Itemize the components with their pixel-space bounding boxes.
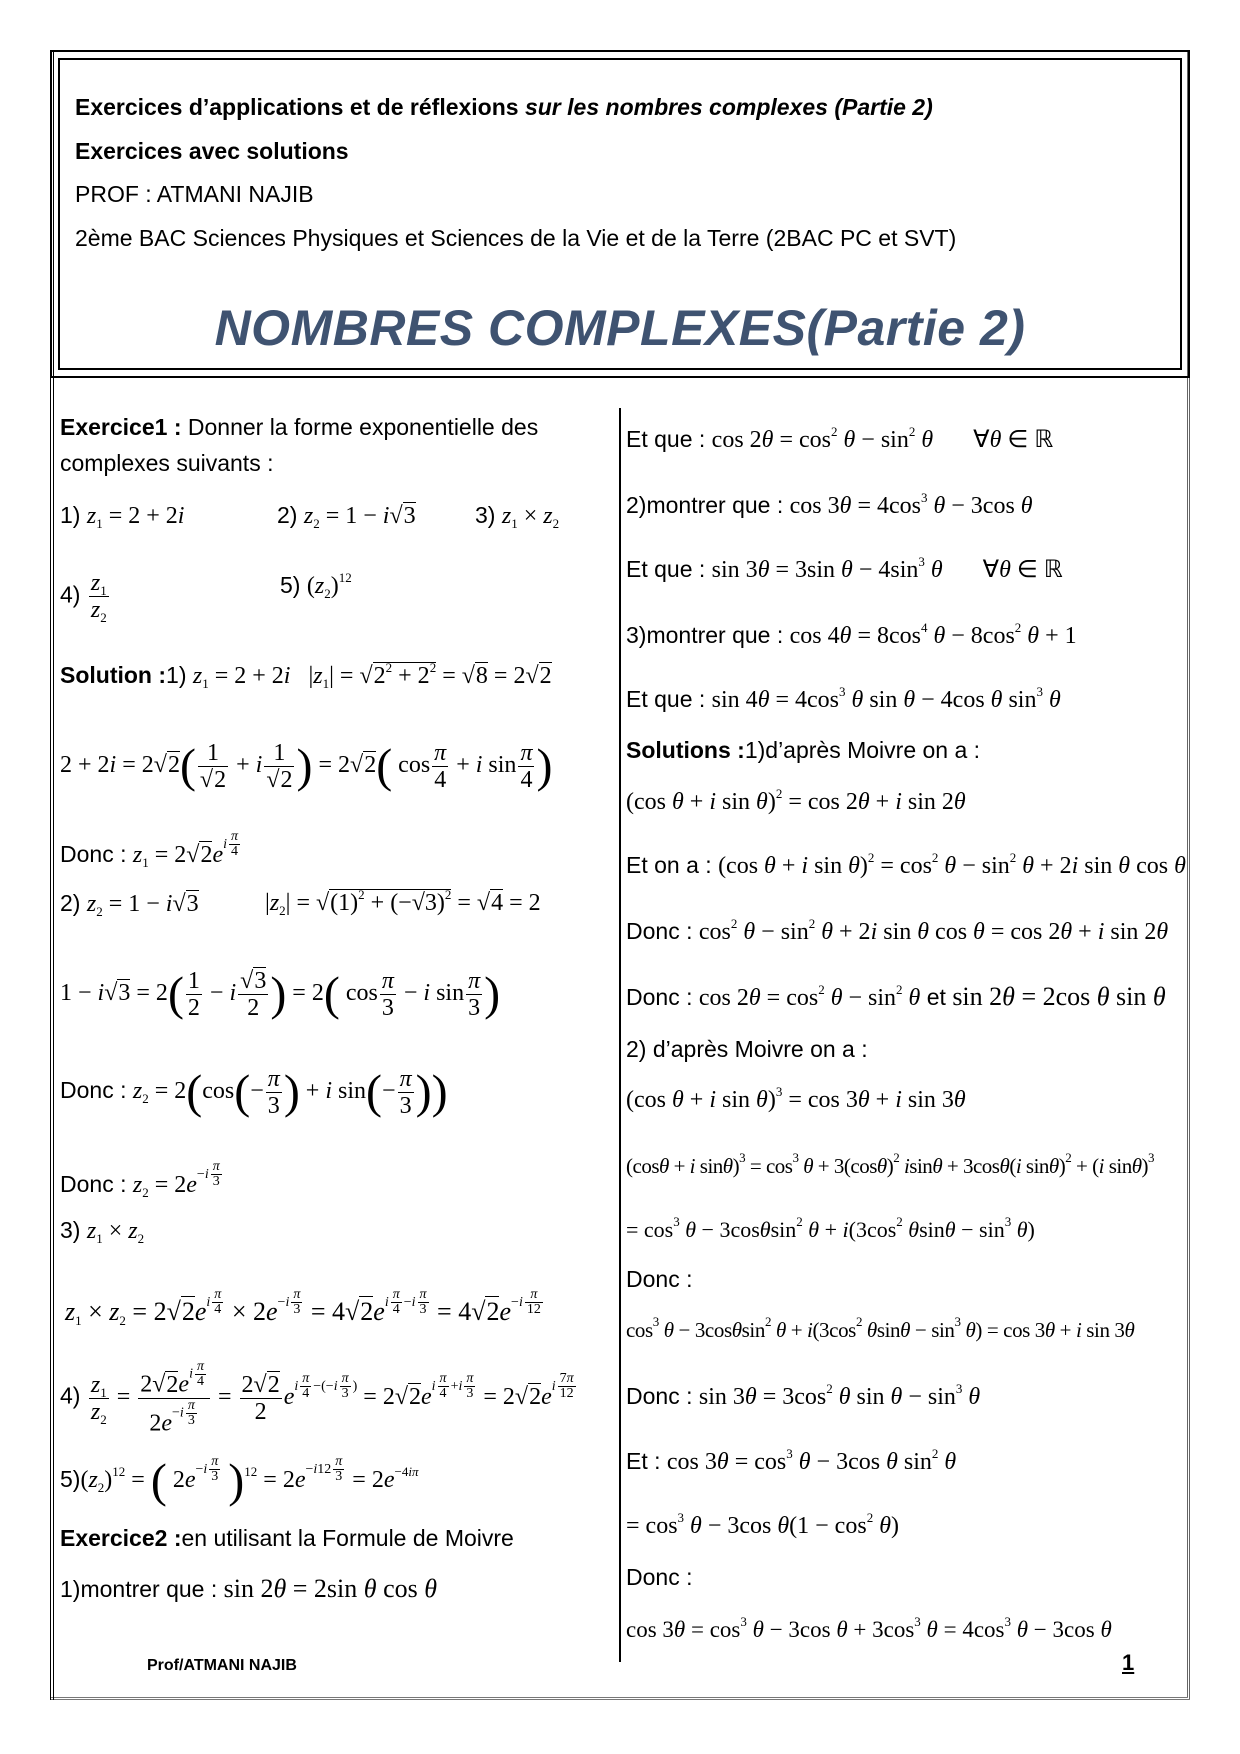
item3-number: 3) [475,502,496,528]
right-row-cos2: Et que : $\cos 2\theta = \cos^2 \theta - \sin^2 \theta$ ∀θ ∈ ℝ [626,424,1054,453]
header-subject-italic: sur les nombres complexes (Partie 2) [524,94,933,120]
donc-label: Donc : [626,1383,699,1409]
item1-number: 1) [60,502,81,528]
exercise1-label: Exercice1 : [60,414,188,440]
donc-label: Donc : [60,841,133,867]
exercise1-items-row2 [60,570,352,625]
header-exercises-label: Exercices avec solutions [75,138,349,164]
exercise2-label: Exercice2 : [60,1525,182,1551]
solution1-result: Donc : $z_1 = 2√2ei$ $\frac{\pi}{4}$ [60,829,238,870]
item2-number: 2) [277,502,298,528]
header-subject-bold: Exercices d’applications et de réflexions [75,94,525,120]
et-que-label: Et que : [626,426,712,452]
q3-label: 3)montrer que : [626,622,790,648]
solution2-result: Donc : $z_2 = 2e-i$ $\frac{\pi}{3}$ [60,1159,220,1200]
exercise1-prompt-cont: complexes suivants : [60,450,274,476]
footer-author: Prof/ATMANI NAJIB [147,1657,297,1674]
right-row-q2: 2)montrer que : $\cos 3\theta = 4\cos^3$ θ − 3cos θ [626,490,1033,519]
conclusion-cos3: Et : $\cos 3\theta = \cos^3 \theta - 3\cos$ θ $\sin^2 \theta$ [626,1446,957,1475]
solution2-angle-form: Donc : $z_2 = 2(\cos(-$ $\frac{\pi}{3}$ ) + i sin(− $\frac{\pi}{3}$ )) [60,1065,448,1119]
right-row-q3: 3)montrer que : $\cos 4\theta = 8\cos^4$ $\theta - 8\cos^2$ θ + 1 [626,620,1077,649]
donc-label: Donc : [60,1077,133,1104]
expanded-cube-simplified: = $\cos^3 \theta - 3\cos\theta\sin^2$ $\theta + i(3\cos^2$ $\theta\sin\theta - \sin^3 \theta$) [626,1214,1035,1242]
item5-number: 5) [280,572,301,598]
moivre-square: (cos θ + i sin θ)$^2$ = cos 2θ + i sin 2θ [626,786,966,815]
page-number: 1 [1122,1650,1135,1675]
et-on-a-label: Et on a : [626,852,719,878]
donc-label: Donc : [626,984,699,1010]
solutions-heading [626,735,980,765]
donc-label-final: Donc : [626,1564,693,1590]
cos3-substitution: = $\cos^3 \theta - 3\cos$ $\theta(1 - \cos^2 \theta)$ [626,1510,899,1539]
solution1-trig-form: 2 + 2i = 2√2( $\frac{1}{√2}$ + i $\frac{1}{√2}$ ) = 2√2( cos $\frac{\pi}{4}$ + i sin $\frac{\pi}{4}$ ) [60,739,553,793]
right-row-sin4: Et que : $\sin 4\theta = 4\cos^3$ θ sin θ − 4cos θ $\sin^3 \theta$ [626,684,1061,713]
solution4-line: 4) $\frac{z_1}{z_2}$ = 2√2ei $\frac{\pi}{4}$ 2e−i $\frac{\pi}{3}$ = $\frac{2√2}{2}$ ei $\frac{\pi}{4}$ −(−i $\frac{\pi}{3}$ ) = 2√2ei $\frac{\pi}{4}$ +i $\frac{\pi}{3}$ = 2√2ei $\frac{7\pi}{12}$ [60,1359,574,1437]
exercise1-items-row1 [60,500,560,531]
item5-math: $(z_2)^{12}$ [306,570,352,601]
item3 [475,500,559,531]
solution3-line: $z_1 \times z_2 = 2√2ei$ $\frac{\pi}{4}$ × 2e−i $\frac{\pi}{3}$ = 4√2ei $\frac{\pi}{4}$ −i $\frac{\pi}{3}$ = 4√2e−i $\frac{\pi}{12}$ [65,1287,541,1328]
item1-math: $z_1 = 2 + 2i$ [86,503,185,531]
expanded-cube: (cosθ + i $\sin\theta)^3 = \cos^3 \theta + 3(\cos\theta)^2$ isinθ + 3cosθ(i sinθ)$^2$ + (i sinθ)$^3$ [626,1150,1155,1178]
item4-number: 4) [60,581,81,608]
donc-label-standalone: Donc : [626,1266,693,1292]
header-class-level: 2ème BAC Sciences Physiques et Sciences de la Vie et de la Terre (2BAC PC et SVT) [75,225,957,251]
item3-math: $z_1 \times z_2$ [501,503,560,531]
solutions-label: Solutions : [626,737,745,763]
item5 [280,570,352,601]
solution2-intro: 2) d’après Moivre on a : [626,1036,868,1062]
et-que-label: Et que : [626,556,712,582]
et-colon-label: Et : [626,1448,667,1474]
exercise2-prompt: en utilisant la Formule de Moivre [181,1525,514,1551]
solution1-modulus: $z_1 = 2 + 2i$ $|z_1| = √2^2 + 2^2 = √8 = 2√2$ [192,660,552,691]
column-divider [619,408,621,1662]
solution-label: Solution : [60,662,167,688]
conclusion-sin3: Donc : $\sin 3\theta = 3\cos^2$ θ $\sin \theta - \sin^3 \theta$ [626,1381,981,1410]
identify-cube: $\cos^3 \theta - 3\cos\theta\sin^2$ $\theta + i(3\cos^2$ $\theta\sin\theta - \sin^3 \theta) = \cos 3\theta + i$ sin 3θ [626,1314,1135,1342]
identify-square: Donc : $\cos^2 \theta - \sin^2 \theta + 2i$ sin θ cos θ = cos 2θ + i sin 2θ [626,916,1169,945]
page-title: NOMBRES COMPLEXES(Partie 2) [214,300,1026,356]
expanded-square: Et on a : (cos θ + i $\sin \theta)^2 = \cos^2 \theta - \sin^2 \theta + 2i$ sin θ cos θ [626,850,1186,879]
donc-label: Donc : [60,1171,133,1197]
exercise1-prompt: Donner la forme exponentielle des [187,414,539,440]
solution2-line1: 2) $z_2 = 1 - i√3$ $|z_2| = √(1)^2 + (-√3)^2 = √4 = 2$ [60,887,541,919]
solution3-title: 3) $z_1 \times z_2$ [60,1217,145,1246]
conclusion-2theta: Donc : $\cos 2\theta = \cos^2 \theta - \sin^2 \theta$ et sin 2θ = 2cos θ sin θ [626,982,1166,1011]
exercise1-heading [60,412,538,442]
cos3-final: $\cos 3\theta = \cos^3 \theta - 3\cos$ $\theta + 3\cos^3$ $\theta = 4\cos^3$ θ − 3cos θ [626,1614,1112,1642]
solution5-line: $5)(z_2)^{12}$ = ( 2e−i $\frac{\pi}{3}$ )$^{12}$ = 2e−i12 $\frac{\pi}{3}$ = $2e^{-4i\pi}$ [60,1454,419,1508]
solution2-trig-form: 1 − i√3 = 2( $\frac{1}{2}$ − i $\frac{√3}{2}$ ) = 2( cos $\frac{\pi}{3}$ − i sin $\frac{\pi}{3}$ ) [60,967,501,1021]
item2 [277,500,416,531]
right-row-sin3: Et que : sin 3θ = 3sin $\theta - 4\sin^3$ θ ∀θ ∈ ℝ [626,554,1063,583]
donc-label: Donc : [626,918,699,944]
et-que-label: Et que : [626,686,712,712]
exercise2-heading [60,1523,514,1553]
exercise2-q1-label: 1)montrer que : [60,1576,224,1602]
item4-fraction: $\frac{z_1}{z_2}$ [90,570,107,625]
item2-math: $z_2 = 1 - i√3$ [303,503,416,531]
solutions-intro: 1)d’après Moivre on a : [744,737,981,763]
et-label: et [920,984,953,1010]
solution1-line1: Solution :1) $z_1 = 2 + 2i$ $|z_1| = √2^2 + 2^2 = √8 = 2√2$ [60,660,552,691]
q2-label: 2)montrer que : [626,492,790,518]
header-teacher: PROF : ATMANI NAJIB [75,181,314,207]
exercise2-q1: 1)montrer que : sin 2θ = 2sin θ cos θ [60,1574,438,1603]
moivre-cube: (cos θ + i sin θ)$^3$ = cos 3θ + i sin 3θ [626,1084,966,1113]
header-subject-line [75,93,933,121]
